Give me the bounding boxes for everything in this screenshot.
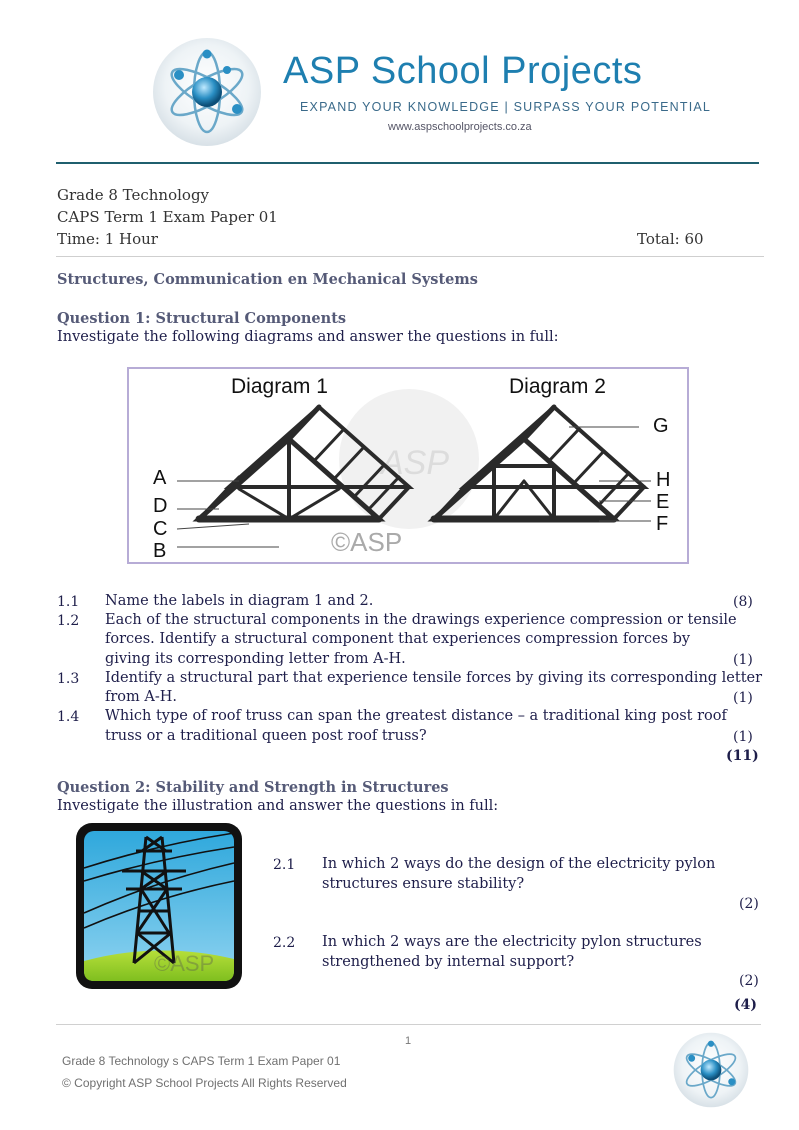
page-number: 1 <box>405 1035 412 1047</box>
header-logo <box>152 37 262 147</box>
q1-1-line: Name the labels in diagram 1 and 2. <box>105 593 374 609</box>
q1-1-mark: (8) <box>733 594 753 610</box>
diagram-2-label: Diagram 2 <box>509 375 606 398</box>
question1-instruction: Investigate the following diagrams and answer the questions in full: <box>57 329 559 345</box>
label-a: A <box>153 467 167 489</box>
label-h: H <box>656 469 671 491</box>
q1-3-number: 1.3 <box>57 671 80 687</box>
footer-logo <box>673 1032 749 1108</box>
q1-3-line: from A-H. <box>105 689 178 705</box>
q2-2-line: strengthened by internal support? <box>322 954 575 970</box>
question2-instruction: Investigate the illustration and answer the questions in full: <box>57 798 499 814</box>
atom-icon <box>673 1032 749 1108</box>
label-d: D <box>153 495 168 517</box>
footer-divider <box>56 1024 761 1025</box>
brand-tagline: EXPAND YOUR KNOWLEDGE | SURPASS YOUR POTENTIAL <box>300 100 712 114</box>
q1-4-line: truss or a traditional queen post roof truss? <box>105 728 427 744</box>
question2-total: (4) <box>734 997 757 1013</box>
q1-3-line: Identify a structural part that experience tensile forces by giving its corresponding letter <box>105 670 763 686</box>
q1-2-line: forces. Identify a structural component that experiences compression forces by <box>105 631 691 647</box>
q1-1-number: 1.1 <box>57 594 80 610</box>
diagram-watermark: ASP <box>381 444 450 482</box>
brand-website: www.aspschoolprojects.co.za <box>388 121 532 133</box>
brand-title: ASP School Projects <box>283 50 643 92</box>
question1-total: (11) <box>726 748 759 764</box>
label-c: C <box>153 518 168 540</box>
exam-subject: Grade 8 Technology <box>57 186 210 204</box>
q1-3-mark: (1) <box>733 690 753 706</box>
exam-topic: Structures, Communication en Mechanical Systems <box>57 271 478 288</box>
footer-line-2: © Copyright ASP School Projects All Rights Reserved <box>62 1076 347 1090</box>
pylon-watermark: ©ASP <box>154 951 215 976</box>
q1-2-number: 1.2 <box>57 613 80 629</box>
atom-icon <box>152 37 262 147</box>
label-f: F <box>656 513 669 535</box>
q2-2-line: In which 2 ways are the electricity pylon structures <box>322 934 702 950</box>
pylon-image <box>76 823 242 989</box>
header-divider <box>56 162 759 164</box>
diagram-1-label: Diagram 1 <box>231 375 328 398</box>
exam-total: Total: 60 <box>637 230 704 248</box>
roof-truss-diagram <box>127 367 689 564</box>
label-g: G <box>653 415 669 437</box>
q1-2-line: Each of the structural components in the drawings experience compression or tensile <box>105 612 737 628</box>
q2-2-mark: (2) <box>739 973 759 989</box>
q2-2-number: 2.2 <box>273 935 296 951</box>
q1-4-mark: (1) <box>733 729 753 745</box>
q2-1-mark: (2) <box>739 896 759 912</box>
exam-time: Time: 1 Hour <box>57 230 158 248</box>
question1-heading: Question 1: Structural Components <box>57 310 347 327</box>
q1-4-line: Which type of roof truss can span the greatest distance – a traditional king post roof <box>105 708 727 724</box>
exam-paper: CAPS Term 1 Exam Paper 01 <box>57 208 278 226</box>
footer-line-1: Grade 8 Technology s CAPS Term 1 Exam Paper 01 <box>62 1054 341 1068</box>
diagram-copyright: ©ASP <box>331 527 403 557</box>
label-e: E <box>656 491 670 513</box>
q1-2-mark: (1) <box>733 652 753 668</box>
q2-1-line: In which 2 ways do the design of the electricity pylon <box>322 856 716 872</box>
q2-1-number: 2.1 <box>273 857 296 873</box>
q1-4-number: 1.4 <box>57 709 80 725</box>
question2-heading: Question 2: Stability and Strength in Structures <box>57 779 449 796</box>
label-b: B <box>153 540 167 562</box>
q2-1-line: structures ensure stability? <box>322 876 525 892</box>
q1-2-line: giving its corresponding letter from A-H. <box>105 651 406 667</box>
info-divider <box>56 256 764 257</box>
